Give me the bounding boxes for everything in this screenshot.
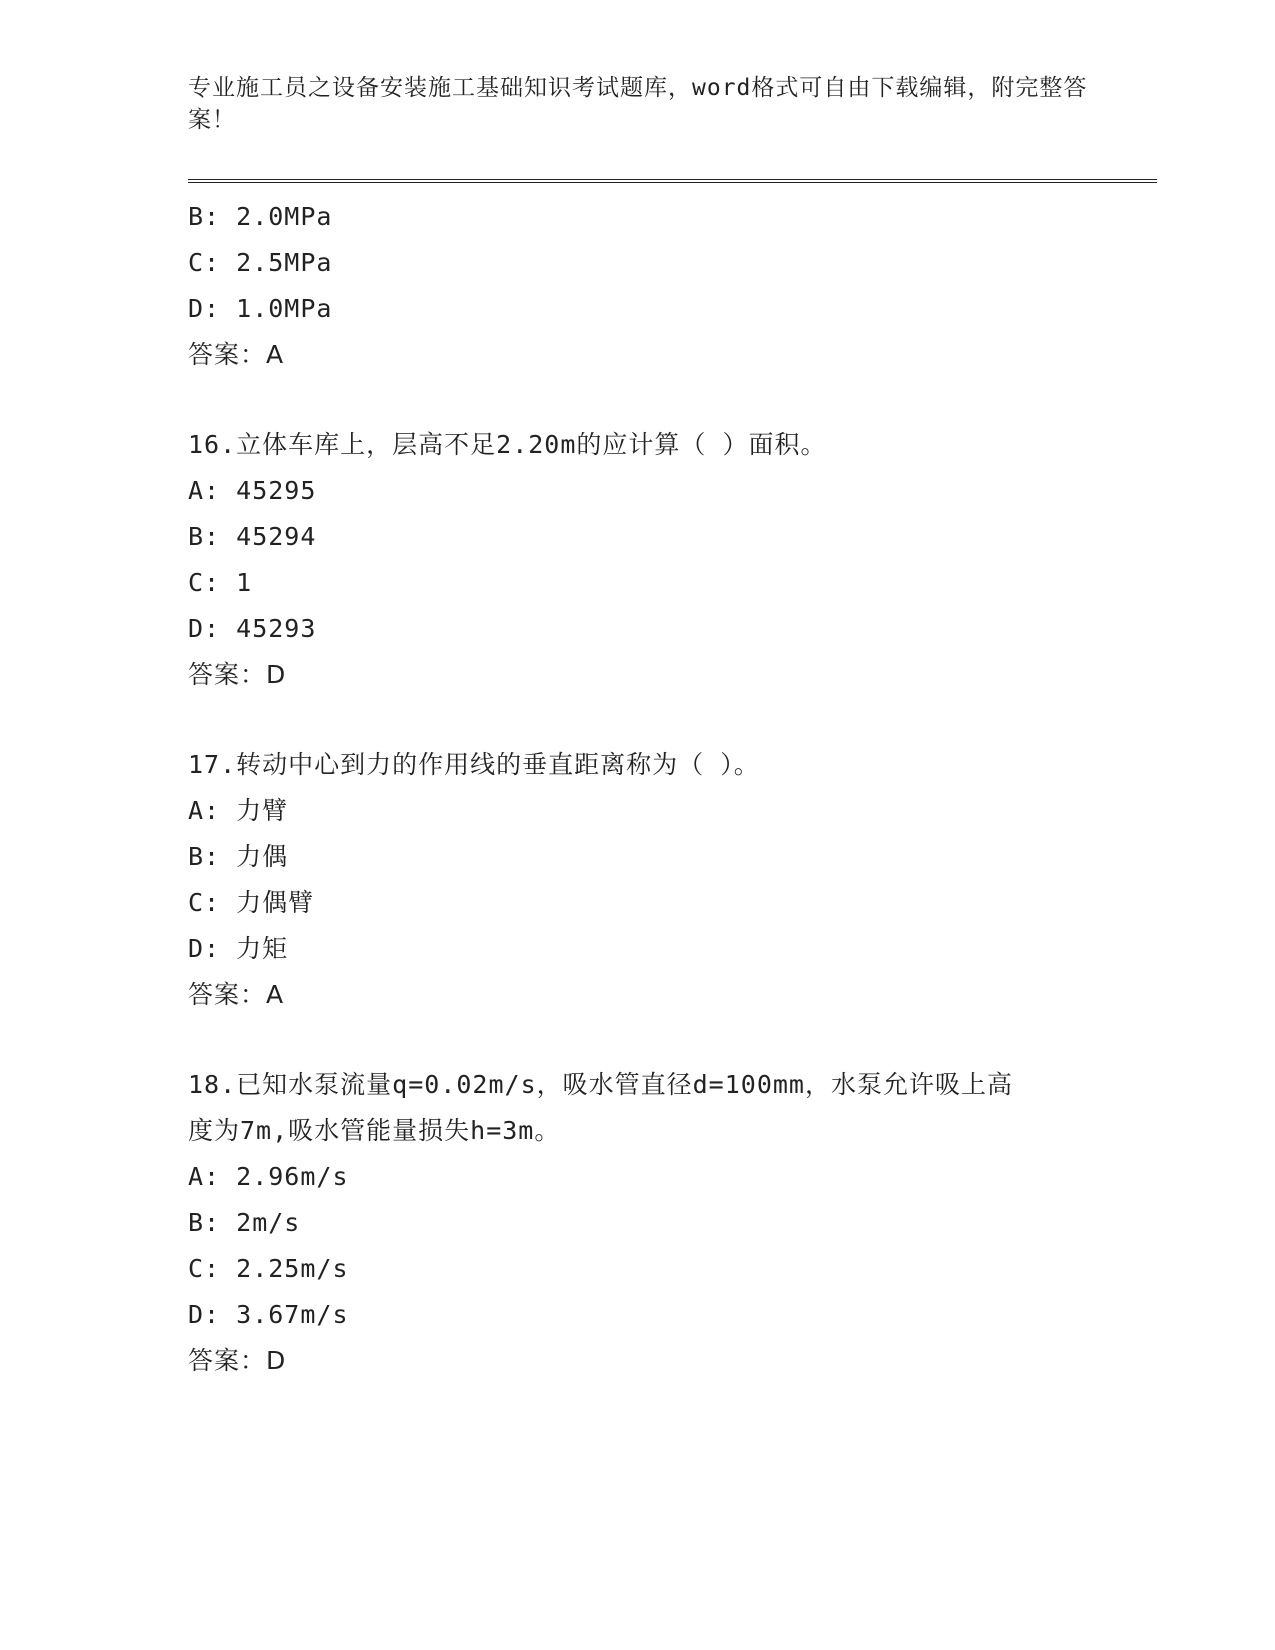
option-a: A: 力臂 — [188, 796, 289, 825]
question-text-line-1: 18.已知水泵流量q=0.02m/s，吸水管直径d=100mm，水泵允许吸上高 — [188, 1070, 1013, 1099]
option-d: D: 1.0MPa — [188, 294, 333, 323]
answer-label: 答案：D — [188, 660, 287, 689]
spacer — [188, 1018, 1108, 1062]
answer-label: 答案：D — [188, 1346, 287, 1375]
question-17 — [188, 742, 1108, 1018]
document-header: 专业施工员之设备安装施工基础知识考试题库，word格式可自由下载编辑，附完整答案！ — [188, 75, 1088, 133]
question-18 — [188, 1062, 1108, 1384]
question-text: 17.转动中心到力的作用线的垂直距离称为（ ）。 — [188, 750, 760, 779]
question-text-line-2: 度为7m,吸水管能量损失h=3m。 — [188, 1116, 561, 1145]
option-d: D: 45293 — [188, 614, 317, 643]
option-b: B: 2m/s — [188, 1208, 301, 1237]
option-b: B: 2.0MPa — [188, 202, 333, 231]
question-text: 16.立体车库上，层高不足2.20m的应计算（ ）面积。 — [188, 430, 827, 459]
option-c: C: 2.5MPa — [188, 248, 333, 277]
option-b: B: 45294 — [188, 522, 317, 551]
option-b: B: 力偶 — [188, 842, 289, 871]
question-16 — [188, 422, 1108, 698]
option-d: D: 力矩 — [188, 934, 289, 963]
answer-label: 答案：A — [188, 980, 285, 1009]
option-a: A: 45295 — [188, 476, 317, 505]
spacer — [188, 378, 1108, 422]
answer-label: 答案：A — [188, 340, 285, 369]
option-c: C: 2.25m/s — [188, 1254, 349, 1283]
header-divider — [188, 179, 1157, 183]
option-c: C: 1 — [188, 568, 253, 597]
option-d: D: 3.67m/s — [188, 1300, 349, 1329]
option-a: A: 2.96m/s — [188, 1162, 349, 1191]
option-c: C: 力偶臂 — [188, 888, 315, 917]
question-list — [188, 194, 1108, 1384]
spacer — [188, 698, 1108, 742]
question-15-fragment — [188, 194, 1108, 378]
